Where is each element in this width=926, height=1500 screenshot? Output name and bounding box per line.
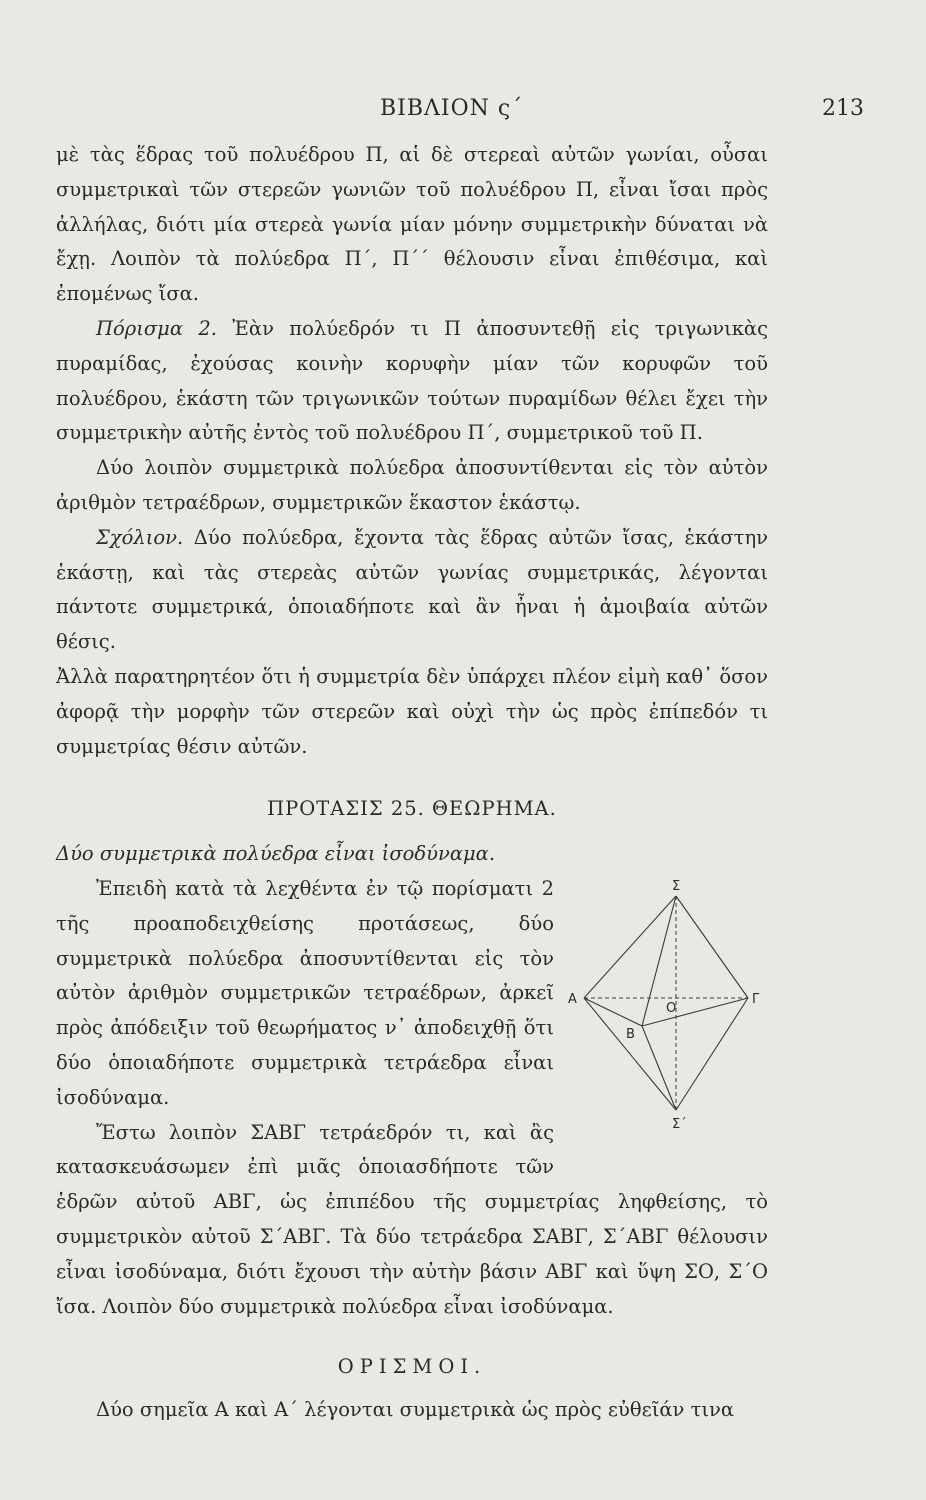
proof-paragraph-1 — [56, 872, 768, 1132]
figure-label-B: Β — [626, 1026, 635, 1042]
corollary-text: Ἐὰν πολύεδρόν τι Π ἀποσυντεθῇ εἰς τριγωνικὰς πυραμίδας, ἐχούσας κοινὴν κορυφὴν μίαν τῶν κορυφῶν τοῦ πολυέδρου, ἑκάστη τῶν τριγωνικῶν τούτων πυραμίδων θέλει ἔχει τὴν συμμετρικὴν αὐτῆς ἐντὸς τοῦ πολυέδρου Π΄, συμμετρικοῦ τοῦ Π. — [56, 316, 769, 445]
paragraph-1: μὲ τὰς ἕδρας τοῦ πολυέδρου Π, αἱ δὲ στερεαὶ αὐτῶν γωνίαι, οὖσαι συμμετρικαὶ τῶν στερεῶν γωνιῶν τοῦ πολυέδρου Π, εἶναι ἴσαι πρὸς ἀλλήλας, διότι μία στερεὰ γωνία μίαν μόνην συμμετρικὴν δύναται νὰ ἔχῃ. Λοιπὸν τὰ πολύεδρα Π΄, Π΄΄ θέλουσιν εἶναι ἐπιθέσιμα, καὶ ἐπομένως ἴσα. — [56, 143, 768, 306]
edge-Sp-A — [584, 998, 676, 1110]
definitions-heading: ΟΡΙΣΜΟΙ. — [337, 1355, 487, 1379]
corollary-2 — [56, 312, 768, 451]
running-header: ΒΙΒΛΙΟΝ ς΄ — [380, 96, 524, 121]
paragraph-5: Ἀλλὰ παρατηρητέον ὅτι ἡ συμμετρία δὲν ὑπάρχει πλέον εἰμὴ καθ᾽ ὅσον ἀφορᾷ τὴν μορφὴν τῶν στερεῶν καὶ οὐχὶ τὴν ὡς πρὸς ἐπίπεδόν τι συμμετρίας θέσιν αὐτῶν. — [56, 664, 768, 758]
page-number: 213 — [822, 96, 864, 121]
proposition-heading: ΠΡΟΤΑΣΙΣ 25. ΘΕΩΡΗΜΑ. — [267, 797, 557, 821]
proof-text-1: Ἐπειδὴ κατὰ τὰ λεχθέντα ἐν τῷ πορίσματι 2 τῆς προαποδειχθείσης προτάσεως, δύο συμμετρικὰ πολύεδρα ἀποσυντίθενται εἰς τὸν αὐτὸν ἀριθμὸν συμμετρικῶν τετραέδρων, ἀρκεῖ πρὸς ἀπόδειξιν τοῦ θεωρήματος ν᾽ ἀποδειχθῇ ὅτι δύο ὁποιαδήποτε συμμετρικὰ τετράεδρα εἶναι ἰσοδύναμα. — [56, 876, 554, 1109]
figure-label-A: Α — [568, 991, 577, 1007]
figure-label-G: Γ — [752, 991, 760, 1007]
figure-label-S-prime: Σ΄ — [672, 1116, 687, 1132]
proof-paragraph-2: Ἔστω λοιπὸν ΣΑΒΓ τετράεδρόν τι, καὶ ἂς κατασκευάσωμεν ἐπὶ μιᾶς ὁποιασδήποτε τῶν ἑδρῶν αὐτοῦ ΑΒΓ, ὡς ἐπιπέδου τῆς συμμετρίας ληφθείσης, τὸ συμμετρικὸν αὐτοῦ Σ΄ΑΒΓ. Τὰ δύο τετράεδρα ΣΑΒΓ, Σ΄ΑΒΓ θέλουσιν εἶναι ἰσοδύναμα, διότι ἔχουσι τὴν αὐτὴν βάσιν ΑΒΓ καὶ ὕψη ΣΟ, Σ΄Ο ἴσα. Λοιπὸν δύο συμμετρικὰ πολύεδρα εἶναι ἰσοδύναμα. — [56, 1120, 768, 1318]
figure-label-O: Ο — [666, 1000, 677, 1016]
definition-paragraph: Δύο σημεῖα Α καὶ Α΄ λέγονται συμμετρικὰ ὡς πρὸς εὐθεῖάν τινα — [96, 1398, 735, 1422]
tetrahedra-figure — [568, 878, 768, 1178]
corollary-label: Πόρισμα 2. — [96, 316, 217, 340]
scholium-label: Σχόλιον. — [96, 525, 184, 549]
edge-A-B — [584, 998, 642, 1026]
scholium-text: Δύο πολύεδρα, ἔχοντα τὰς ἕδρας αὐτῶν ἴσας, ἑκάστην ἑκάστῃ, καὶ τὰς στερεὰς αὐτῶν γωνίας συμμετρικάς, λέγονται πάντοτε συμμετρικά, ὁποιαδήποτε καὶ ἂν ἦναι ἡ ἀμοιβαία αὐτῶν θέσις. — [56, 525, 768, 654]
edge-Sp-G — [676, 998, 748, 1110]
edge-Sp-B — [642, 1026, 676, 1110]
theorem-statement: Δύο συμμετρικὰ πολύεδρα εἶναι ἰσοδύναμα. — [56, 842, 496, 866]
page-body — [56, 138, 768, 1428]
figure-label-S: Σ — [672, 878, 681, 894]
paragraph-3: Δύο λοιπὸν συμμετρικὰ πολύεδρα ἀποσυντίθενται εἰς τὸν αὐτὸν ἀριθμὸν τετραέδρων, συμμετρικῶν ἕκαστον ἑκάστῳ. — [56, 456, 768, 514]
edge-S-G — [676, 896, 748, 998]
scholium — [56, 521, 768, 660]
